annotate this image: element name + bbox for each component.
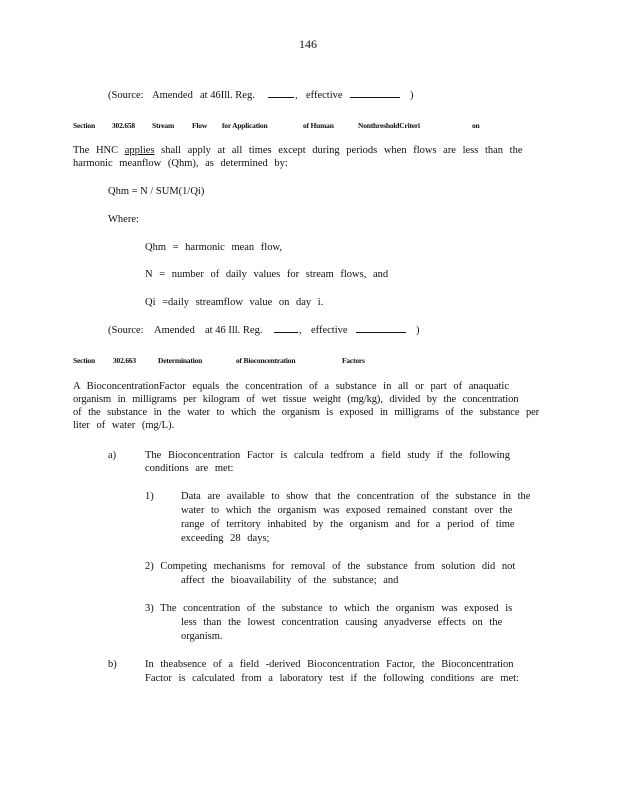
source-effective: effective	[311, 325, 348, 336]
para-line: liter of water (mg/L).	[73, 420, 175, 431]
source-close: )	[416, 325, 420, 336]
item-line: Factor is calculated from a laboratory test if the following conditions are met:	[145, 673, 519, 684]
para-line: harmonic meanflow (Qhm), as determined by:	[73, 158, 288, 169]
item-line: 3) The concentration of the substance to which the organism was exposed is	[145, 603, 513, 614]
definition-qhm: Qhm = harmonic mean flow,	[145, 242, 283, 253]
section-title-part: NonthresholdCriteri	[358, 121, 420, 130]
page-number: 146	[299, 37, 317, 51]
para-line: A BioconcentrationFactor equals the concentration of a substance in all or part of anaquatic	[73, 381, 509, 392]
item-line: conditions are met:	[145, 463, 234, 474]
section-title-part: on	[472, 121, 480, 130]
effective-blank	[356, 323, 406, 337]
item-line: exceeding 28 days;	[181, 533, 270, 544]
section-label: Section	[73, 356, 95, 365]
para-text: The HNC	[73, 145, 119, 156]
section-id: 302.663	[113, 356, 136, 365]
definition-n: N = number of daily values for stream flows, and	[145, 269, 389, 280]
item-label: a)	[108, 450, 117, 461]
register-blank	[268, 88, 294, 102]
section-id: 302.658	[112, 121, 135, 130]
section-title-part: of Human	[303, 121, 334, 130]
section-title-part: Stream	[152, 121, 174, 130]
section-title-part: Determination	[158, 356, 203, 365]
definition-qi: Qi =daily streamflow value on day i.	[145, 297, 324, 308]
source-prefix: (Source:	[108, 325, 144, 336]
para-line: of the substance in the water to which the organism is exposed in milligrams of the substance per	[73, 407, 540, 418]
formula: Qhm = N / SUM(1/Qi)	[108, 186, 205, 197]
section-title-part: of Bioconcentration	[236, 356, 296, 365]
source-effective: effective	[306, 90, 343, 101]
item-line: less than the lowest concentration causing anyadverse effects on the	[181, 617, 503, 628]
source-amended: Amended	[154, 325, 195, 336]
item-line: 2) Competing mechanisms for removal of the substance from solution did not	[145, 561, 516, 572]
section-title-part: for Application	[222, 121, 268, 130]
source-register: at 46Ill. Reg.	[200, 90, 255, 101]
where-label: Where:	[108, 214, 139, 225]
section-title-part: Flow	[192, 121, 208, 130]
source-register: at 46 Ill. Reg.	[205, 325, 263, 336]
source-close: )	[410, 90, 414, 101]
item-line: The Bioconcentration Factor is calcula tedfrom a field study if the following	[145, 450, 511, 461]
item-line: Data are available to show that the concentration of the substance in the	[181, 491, 531, 502]
section-label: Section	[73, 121, 95, 130]
source-prefix: (Source:	[108, 90, 144, 101]
item-label: b)	[108, 659, 117, 670]
item-line: affect the bioavailability of the substance; and	[181, 575, 399, 586]
effective-blank	[350, 88, 400, 102]
item-line: In theabsence of a field -derived Bioconcentration Factor, the Bioconcentration	[145, 659, 514, 670]
para-line: organism in milligrams per kilogram of wet tissue weight (mg/kg), divided by the concentration	[73, 394, 519, 405]
item-line: water to which the organism was exposed remained constant over the	[181, 505, 513, 516]
source-amended: Amended	[152, 90, 193, 101]
register-blank	[274, 323, 298, 337]
applies-link[interactable]: applies	[124, 145, 155, 156]
section-title-part: Factors	[342, 356, 365, 365]
item-line: range of territory inhabited by the organism and for a period of time	[181, 519, 515, 530]
para-text: shall apply at all times except during periods when flows are less than the	[161, 145, 523, 156]
item-label: 1)	[145, 491, 154, 502]
item-line: organism.	[181, 631, 223, 642]
